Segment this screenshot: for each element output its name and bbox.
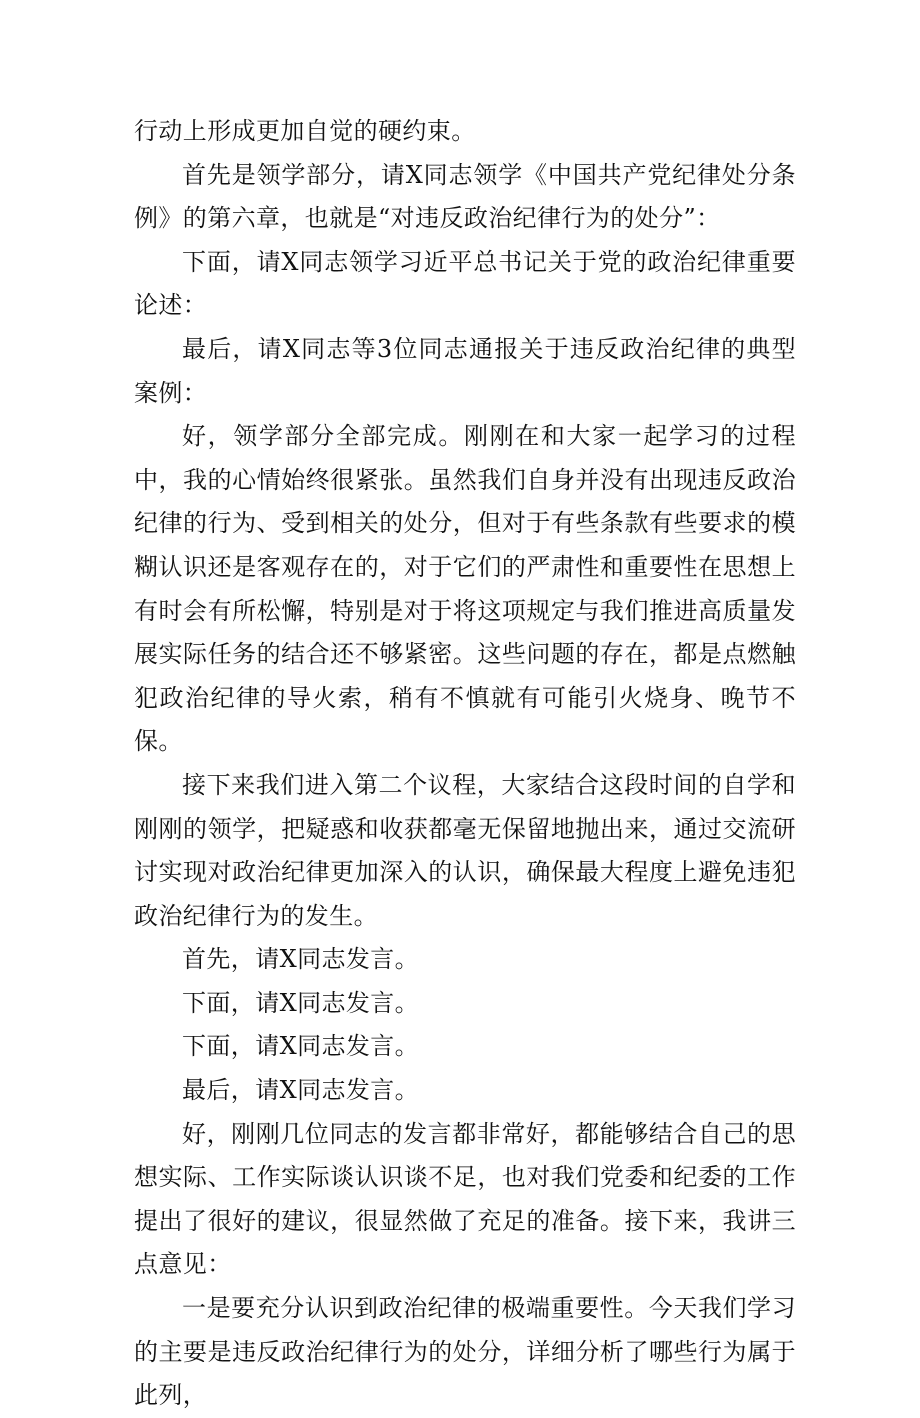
paragraph: 一是要充分认识到政治纪律的极端重要性。今天我们学习的主要是违反政治纪律行为的处分，详细分析了哪些行为属于此列， — [134, 1294, 796, 1410]
paragraph: 下面，请X同志发言。 — [182, 1032, 420, 1061]
paragraph: 行动上形成更加自觉的硬约束。 — [134, 117, 476, 145]
paragraph: 下面，请X同志领学习近平总书记关于党的政治纪律重要论述： — [134, 247, 796, 320]
paragraph: 好，领学部分全部完成。刚刚在和大家一起学习的过程中，我的心情始终很紧张。虽然我们自身并没有出现违反政治纪律的行为、受到相关的处分，但对于有些条款有些要求的模糊认识还是客观存在的，对于它们的严肃性和重要性在思想上有时会有所松懈，特别是对于将这项规定与我们推进高质量发展实际任务的结合还不够紧密。这些问题的存在，都是点燃触犯政治纪律的导火索，稍有不慎就有可能引火烧身、晚节不保。 — [134, 422, 796, 756]
paragraph: 下面，请X同志发言。 — [182, 988, 420, 1017]
document-body — [134, 110, 796, 1418]
paragraph: 好，刚刚几位同志的发言都非常好，都能够结合自己的思想实际、工作实际谈认识谈不足，也对我们党委和纪委的工作提出了很好的建议，很显然做了充足的准备。接下来，我讲三点意见： — [134, 1119, 796, 1279]
paragraph: 最后，请X同志发言。 — [182, 1076, 420, 1105]
paragraph: 最后，请X同志等3位同志通报关于违反政治纪律的典型案例： — [134, 334, 796, 407]
paragraph: 接下来我们进入第二个议程，大家结合这段时间的自学和刚刚的领学，把疑惑和收获都毫无保留地抛出来，通过交流研讨实现对政治纪律更加深入的认识，确保最大程度上避免违犯政治纪律行为的发生。 — [134, 770, 796, 930]
paragraph: 首先，请X同志发言。 — [182, 945, 420, 974]
paragraph: 首先是领学部分，请X同志领学《中国共产党纪律处分条例》的第六章，也就是“对违反政治纪律行为的处分”： — [134, 160, 796, 233]
